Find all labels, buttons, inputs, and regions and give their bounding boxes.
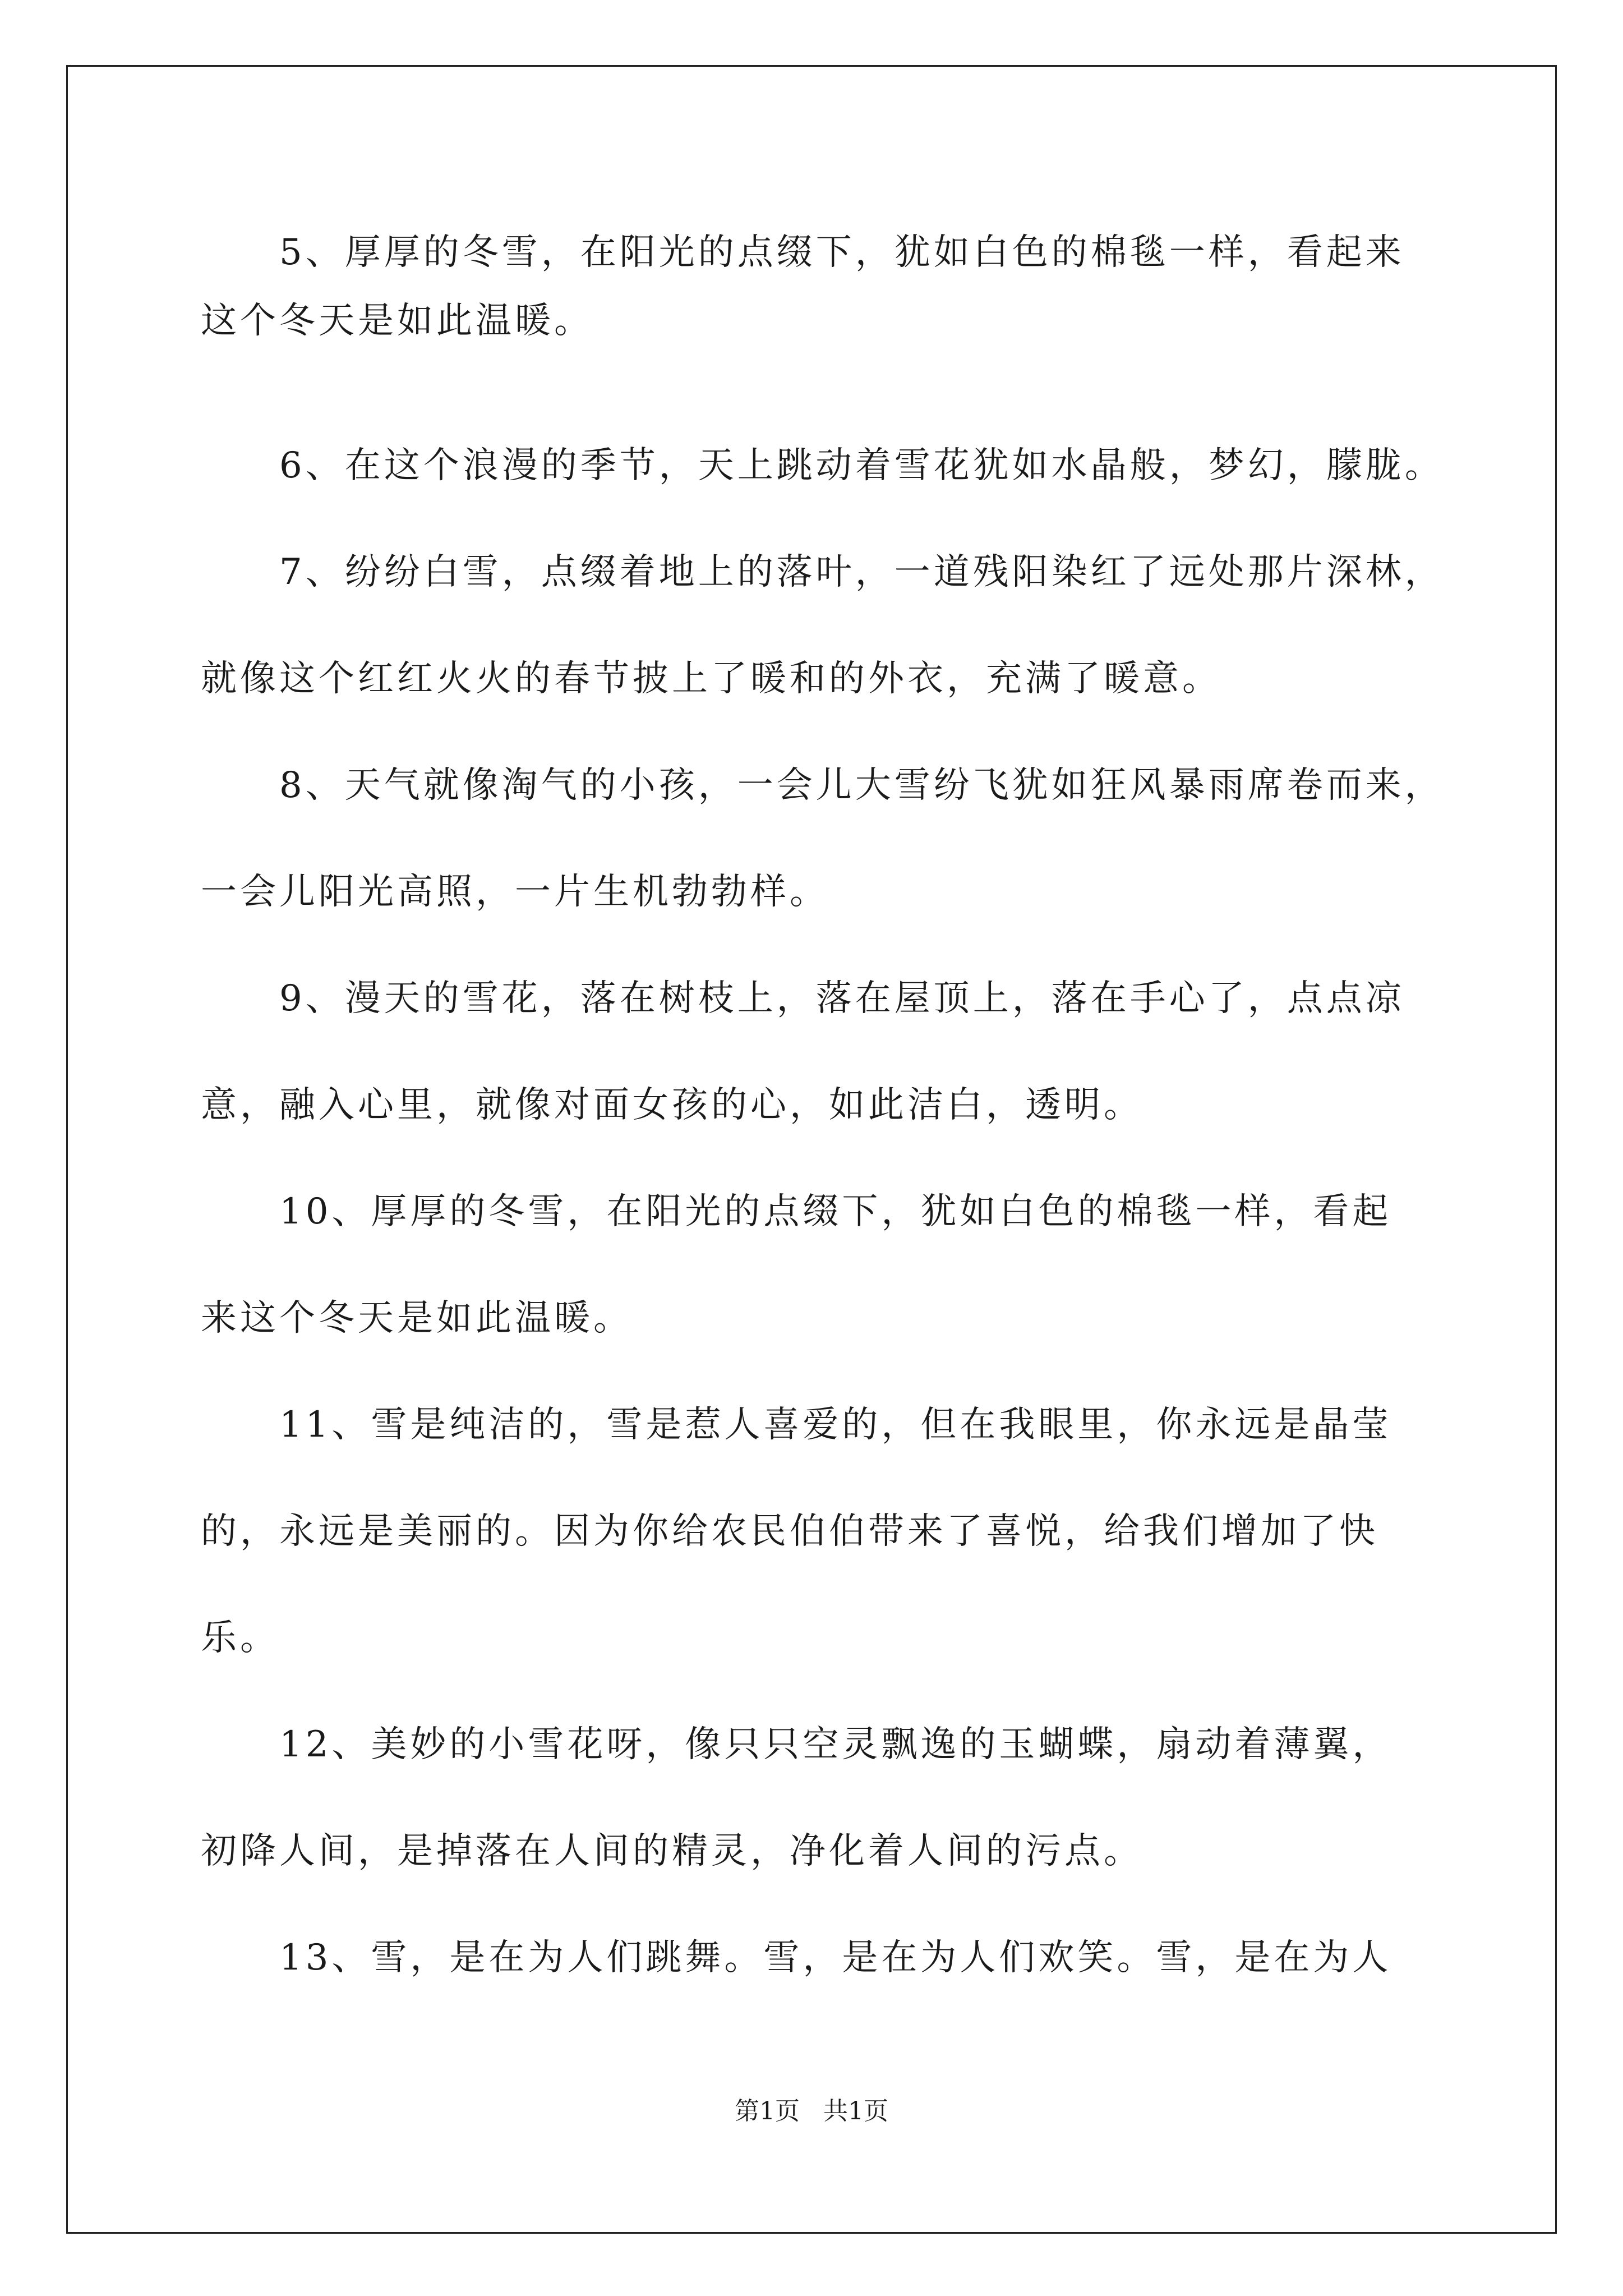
paragraph-line: 来这个冬天是如此温暖。	[201, 1297, 633, 1339]
paragraph-line: 9、漫天的雪花，落在树枝上，落在屋顶上，落在手心了，点点凉	[279, 978, 1405, 1019]
paragraph-line: 13、雪，是在为人们跳舞。雪，是在为人们欢笑。雪，是在为人	[279, 1937, 1392, 1978]
paragraph-line: 5、厚厚的冬雪，在阳光的点缀下，犹如白色的棉毯一样，看起来	[279, 232, 1405, 273]
paragraph-line: 11、雪是纯洁的，雪是惹人喜爱的，但在我眼里，你永远是晶莹	[279, 1404, 1392, 1446]
page-number-footer: 第1页 共1页	[735, 2097, 888, 2125]
paragraph-line: 8、天气就像淘气的小孩，一会儿大雪纷飞犹如狂风暴雨席卷而来，	[279, 765, 1444, 806]
paragraph-line: 初降人间，是掉落在人间的精灵，净化着人间的污点。	[201, 1830, 1143, 1872]
paragraph-line: 一会儿阳光高照，一片生机勃勃样。	[201, 871, 829, 913]
paragraph-line: 这个冬天是如此温暖。	[201, 300, 593, 342]
paragraph-line: 7、纷纷白雪，点缀着地上的落叶，一道残阳染红了远处那片深林，	[279, 551, 1444, 593]
paragraph-line: 6、在这个浪漫的季节，天上跳动着雪花犹如水晶般，梦幻，朦胧。	[279, 445, 1444, 486]
paragraph-line: 10、厚厚的冬雪，在阳光的点缀下，犹如白色的棉毯一样，看起	[279, 1191, 1392, 1232]
paragraph-line: 意，融入心里，就像对面女孩的心，如此洁白，透明。	[201, 1084, 1143, 1126]
paragraph-line: 12、美妙的小雪花呀，像只只空灵飘逸的玉蝴蝶，扇动着薄翼，	[279, 1724, 1392, 1765]
paragraph-line: 的，永远是美丽的。因为你给农民伯伯带来了喜悦，给我们增加了快	[201, 1511, 1378, 1552]
paragraph-line: 乐。	[201, 1617, 279, 1659]
paragraph-line: 就像这个红红火火的春节披上了暖和的外衣，充满了暖意。	[201, 658, 1221, 700]
page-border	[66, 65, 1557, 2234]
